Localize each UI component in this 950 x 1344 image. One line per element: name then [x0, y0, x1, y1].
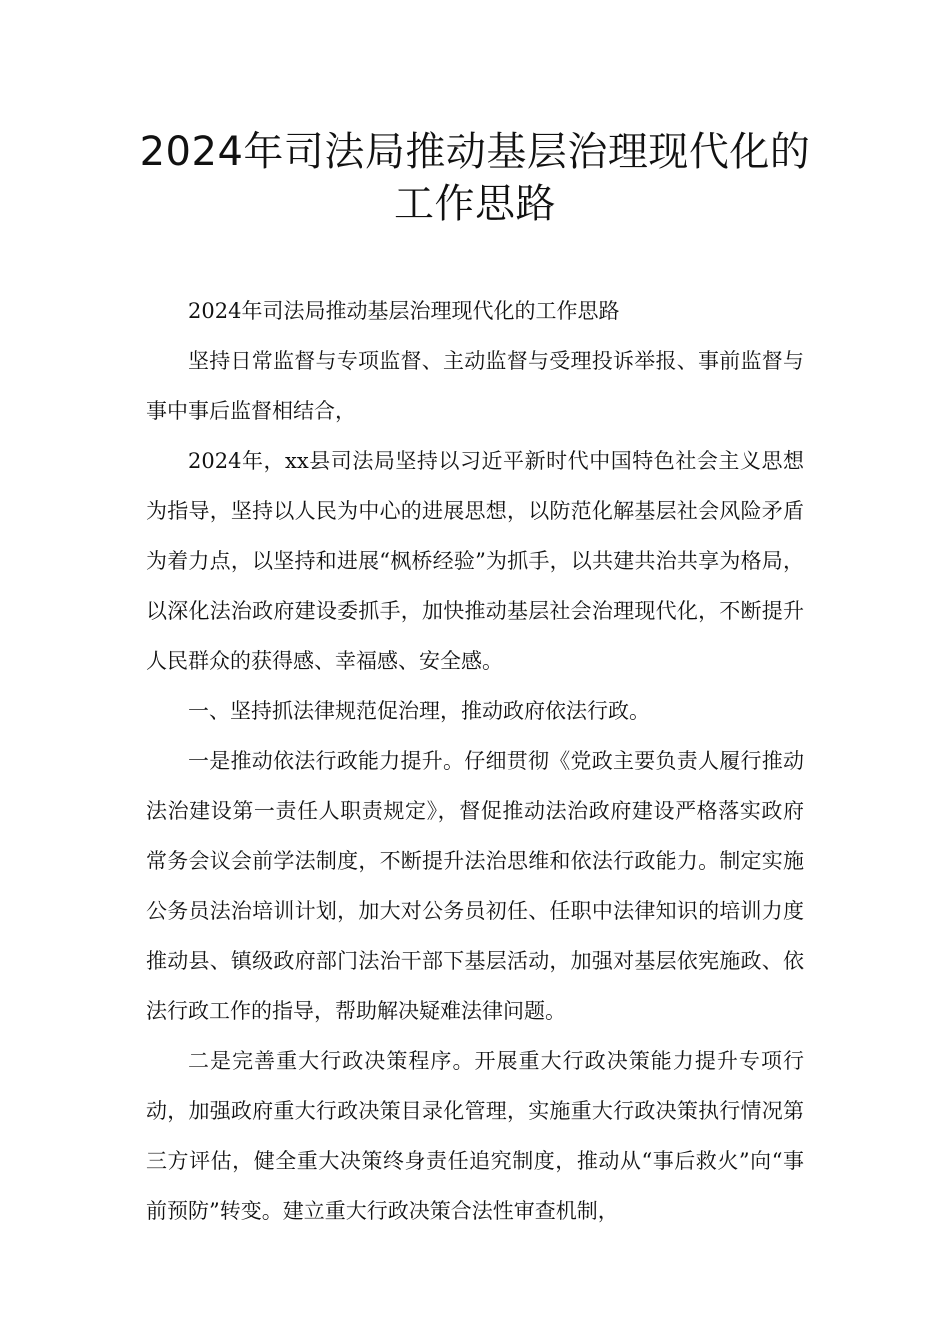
paragraph-supervision: 坚持日常监督与专项监督、主动监督与受理投诉举报、事前监督与事中事后监督相结合， [146, 349, 804, 423]
document-title: 2024年司法局推动基层治理现代化的工作思路 [139, 129, 811, 227]
paragraph-repeat-title: 2024年司法局推动基层治理现代化的工作思路 [188, 299, 620, 323]
paragraph-point-1: 一是推动依法行政能力提升。仔细贯彻《党政主要负责人履行推动法治建设第一责任人职责规定》，督促推动法治政府建设严格落实政府常务会议会前学法制度，不断提升法治思维和依法行政能力。制定实施公务员法治培训计划，加大对公务员初任、任职中法律知识的培训力度推动县、镇级政府部门法治干部下基层活动，加强对基层依宪施政、依法行政工作的指导，帮助解决疑难法律问题。 [146, 749, 804, 1023]
paragraph-point-2: 二是完善重大行政决策程序。开展重大行政决策能力提升专项行动，加强政府重大行政决策目录化管理，实施重大行政决策执行情况第三方评估，健全重大决策终身责任追究制度，推动从“事后救火”向“事前预防”转变。建立重大行政决策合法性审查机制， [146, 1049, 804, 1223]
section-heading-1: 一、坚持抓法律规范促治理，推动政府依法行政。 [188, 699, 650, 723]
paragraph-overview: 2024年，xx县司法局坚持以习近平新时代中国特色社会主义思想为指导，坚持以人民为中心的进展思想，以防范化解基层社会风险矛盾为着力点，以坚持和进展“枫桥经验”为抓手，以共建共治共享为格局，以深化法治政府建设委抓手，加快推动基层社会治理现代化，不断提升人民群众的获得感、幸福感、安全感。 [146, 449, 804, 673]
document-body [146, 286, 804, 1236]
